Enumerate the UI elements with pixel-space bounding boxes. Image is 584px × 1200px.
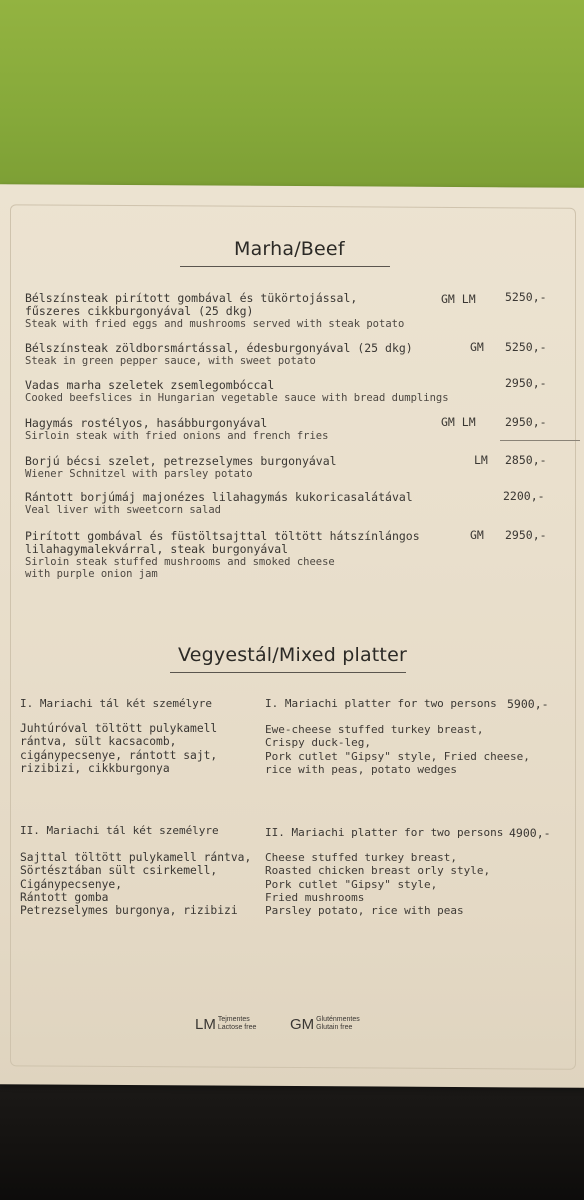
platter-heading-en: II. Mariachi platter for two persons xyxy=(265,826,504,839)
legend-gm-hu: Gluténmentes xyxy=(316,1016,360,1023)
platter-contents-hu: Juhtúróval töltött pulykamell rántva, sült kacsacomb, cigánypecsenye, rántott sajt, rizibizi, cikkburgonya xyxy=(20,722,218,775)
menu-item xyxy=(25,292,565,330)
item-diet-tags: GM LM xyxy=(441,292,476,306)
legend-gluten-free xyxy=(290,1016,360,1034)
table-surface xyxy=(0,1075,584,1200)
item-diet-tags: LM xyxy=(474,453,488,467)
legend-gm-code: GM xyxy=(290,1016,315,1033)
item-name-en: Sirloin steak with fried onions and french fries xyxy=(25,430,329,442)
section-title-platter: Vegyestál/Mixed platter xyxy=(178,644,407,666)
item-name-hu: Bélszínsteak zöldborsmártással, édesburgonyával (25 dkg) xyxy=(25,341,413,355)
item-name-hu: Borjú bécsi szelet, petrezselymes burgonyával xyxy=(25,454,337,468)
background-wall xyxy=(0,0,584,190)
item-name-en: Cooked beefslices in Hungarian vegetable sauce with bread dumplings xyxy=(25,392,449,404)
platter-contents-en: Cheese stuffed turkey breast, Roasted chicken breast orly style, Pork cutlet "Gipsy" style, Fried mushrooms Parsley potato, rice with peas xyxy=(265,851,491,918)
item-name-hu: Rántott borjúmáj majonézes lilahagymás kukoricasalátával xyxy=(25,490,413,504)
menu-item xyxy=(25,379,565,404)
item-price: 2950,- xyxy=(505,528,547,542)
legend-gm-en: Glutain free xyxy=(316,1024,353,1031)
item-price: 2850,- xyxy=(505,453,547,467)
item-name-hu: Pirított gombával és füstöltsajttal töltött hátszínlángos lilahagymalekvárral, steak burgonyával xyxy=(25,529,420,556)
item-diet-tags: GM xyxy=(470,528,484,542)
platter-price: 5900,- xyxy=(507,697,549,711)
menu-item xyxy=(25,342,565,367)
item-diet-tags: GM xyxy=(470,340,484,354)
legend-lm-code: LM xyxy=(195,1016,216,1033)
item-name-hu: Bélszínsteak pirított gombával és tükörtojással, fűszeres cikkburgonyával (25 dkg) xyxy=(25,291,358,318)
platter-contents-en: Ewe-cheese stuffed turkey breast, Crispy duck-leg, Pork cutlet "Gipsy" style, Fried cheese, rice with peas, potato wedges xyxy=(265,723,530,776)
title-underline xyxy=(170,672,406,673)
item-price: 5250,- xyxy=(505,290,547,304)
section-title-beef: Marha/Beef xyxy=(234,238,345,260)
item-diet-tags: GM LM xyxy=(441,415,476,429)
menu-item xyxy=(25,530,565,580)
menu-content xyxy=(0,186,584,1086)
item-name-en: Wiener Schnitzel with parsley potato xyxy=(25,468,253,480)
item-name-en: Steak in green pepper sauce, with sweet potato xyxy=(25,355,316,367)
item-name-en: Steak with fried eggs and mushrooms served with steak potato xyxy=(25,318,405,330)
title-underline xyxy=(180,266,390,267)
item-price: 2950,- xyxy=(505,415,547,429)
platter-price: 4900,- xyxy=(509,826,551,840)
legend-lm-en: Lactose free xyxy=(217,1024,257,1031)
item-name-hu: Hagymás rostélyos, hasábburgonyával xyxy=(25,416,268,430)
item-price: 5250,- xyxy=(505,340,547,354)
item-price: 2950,- xyxy=(505,376,547,390)
menu-item xyxy=(25,417,565,442)
platter-heading-en: I. Mariachi platter for two persons xyxy=(265,697,497,710)
item-name-en: Veal liver with sweetcorn salad xyxy=(25,504,221,516)
item-price: 2200,- xyxy=(503,489,545,503)
platter-heading-hu: I. Mariachi tál két személyre xyxy=(20,697,213,710)
legend-lm-hu: Tejmentes xyxy=(217,1016,250,1023)
legend-lactose-free xyxy=(195,1016,256,1034)
platter-contents-hu: Sajttal töltött pulykamell rántva, Sörtésztában sült csirkemell, Cigánypecsenye, Rántott gomba Petrezselymes burgonya, rizibizi xyxy=(20,851,252,918)
item-name-hu: Vadas marha szeletek zsemlegombóccal xyxy=(25,378,275,392)
pen-mark xyxy=(500,440,580,441)
menu-item xyxy=(25,491,565,516)
platter-heading-hu: II. Mariachi tál két személyre xyxy=(20,824,219,837)
item-name-en: Sirloin steak stuffed mushrooms and smoked cheese with purple onion jam xyxy=(25,556,335,580)
